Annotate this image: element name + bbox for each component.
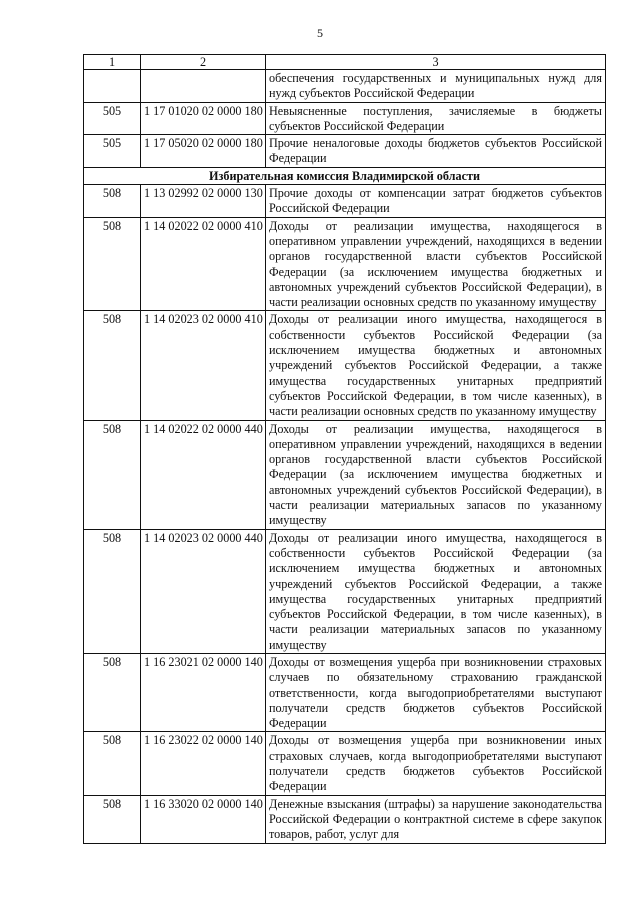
description-cell: Невыясненные поступления, зачисляемые в бюджеты субъектов Российской Федерации: [266, 102, 606, 135]
revenue-code-cell: 1 14 02023 02 0000 410: [141, 311, 266, 420]
description-cell: обеспечения государственных и муниципальных нужд для нужд субъектов Российской Федерации: [266, 70, 606, 103]
revenue-code-cell: 1 14 02022 02 0000 410: [141, 217, 266, 311]
admin-code-cell: 508: [84, 217, 141, 311]
table-row: [84, 732, 606, 795]
table-header-row: [84, 55, 606, 70]
table-row: [84, 102, 606, 135]
table-row: [84, 217, 606, 311]
admin-code-cell: 508: [84, 732, 141, 795]
revenue-code-cell: 1 16 33020 02 0000 140: [141, 795, 266, 843]
table-row: [84, 311, 606, 420]
description-cell: Прочие доходы от компенсации затрат бюджетов субъектов Российской Федерации: [266, 185, 606, 218]
table-row: [84, 70, 606, 103]
section-title: Избирательная комиссия Владимирской области: [84, 167, 606, 184]
table-row: [84, 529, 606, 653]
description-cell: Доходы от реализации имущества, находящегося в оперативном управлении учреждений, находящихся в ведении органов государственной власти субъектов Российской Федерации (за исключением имущества бюджетных и автономных учреждений субъектов Российской Федерации), в части реализации основных средств по указанному имуществу: [266, 217, 606, 311]
revenue-code-cell: [141, 70, 266, 103]
revenue-code-cell: 1 16 23021 02 0000 140: [141, 653, 266, 731]
table-row: [84, 135, 606, 168]
table-row: [84, 795, 606, 843]
revenue-code-cell: 1 17 05020 02 0000 180: [141, 135, 266, 168]
header-col-2: 2: [141, 55, 266, 70]
admin-code-cell: 508: [84, 420, 141, 529]
description-cell: Доходы от реализации иного имущества, находящегося в собственности субъектов Российской Федерации (за исключением имущества бюджетных и автономных учреждений субъектов Российской Федерации, а также имущества государственных унитарных предприятий субъектов Российской Федерации, в том числе казенных), в части реализации основных средств по указанному имуществу: [266, 311, 606, 420]
admin-code-cell: [84, 70, 141, 103]
table-row: [84, 185, 606, 218]
admin-code-cell: 508: [84, 529, 141, 653]
description-cell: Доходы от возмещения ущерба при возникновении страховых случаев по обязательному страхованию гражданской ответственности, когда выгодоприобретателями выступают получатели средств бюджетов субъектов Российской Федерации: [266, 653, 606, 731]
page-number: 5: [317, 26, 323, 40]
header-col-3: 3: [266, 55, 606, 70]
description-cell: Доходы от возмещения ущерба при возникновении иных страховых случаев, когда выгодоприобретателями выступают получатели средств бюджетов субъектов Российской Федерации: [266, 732, 606, 795]
revenue-code-cell: 1 14 02023 02 0000 440: [141, 529, 266, 653]
description-cell: Прочие неналоговые доходы бюджетов субъектов Российской Федерации: [266, 135, 606, 168]
admin-code-cell: 508: [84, 653, 141, 731]
admin-code-cell: 505: [84, 135, 141, 168]
revenue-code-cell: 1 16 23022 02 0000 140: [141, 732, 266, 795]
admin-code-cell: 505: [84, 102, 141, 135]
admin-code-cell: 508: [84, 311, 141, 420]
table-row: [84, 653, 606, 731]
revenue-codes-table: [83, 54, 606, 844]
description-cell: Доходы от реализации имущества, находящегося в оперативном управлении учреждений, находящихся в ведении органов государственной власти субъектов Российской Федерации (за исключением имущества бюджетных и автономных учреждений субъектов Российской Федерации), в части реализации материальных запасов по указанному имуществу: [266, 420, 606, 529]
revenue-code-cell: 1 14 02022 02 0000 440: [141, 420, 266, 529]
revenue-code-cell: 1 17 01020 02 0000 180: [141, 102, 266, 135]
description-cell: Денежные взыскания (штрафы) за нарушение законодательства Российской Федерации о контрактной системе в сфере закупок товаров, работ, услуг для: [266, 795, 606, 843]
revenue-code-cell: 1 13 02992 02 0000 130: [141, 185, 266, 218]
admin-code-cell: 508: [84, 795, 141, 843]
header-col-1: 1: [84, 55, 141, 70]
admin-code-cell: 508: [84, 185, 141, 218]
section-header-row: [84, 167, 606, 184]
table-row: [84, 420, 606, 529]
description-cell: Доходы от реализации иного имущества, находящегося в собственности субъектов Российской Федерации (за исключением имущества бюджетных и автономных учреждений субъектов Российской Федерации, а также имущества государственных унитарных предприятий субъектов Российской Федерации, в том числе казенных), в части реализации материальных запасов по указанному имуществу: [266, 529, 606, 653]
